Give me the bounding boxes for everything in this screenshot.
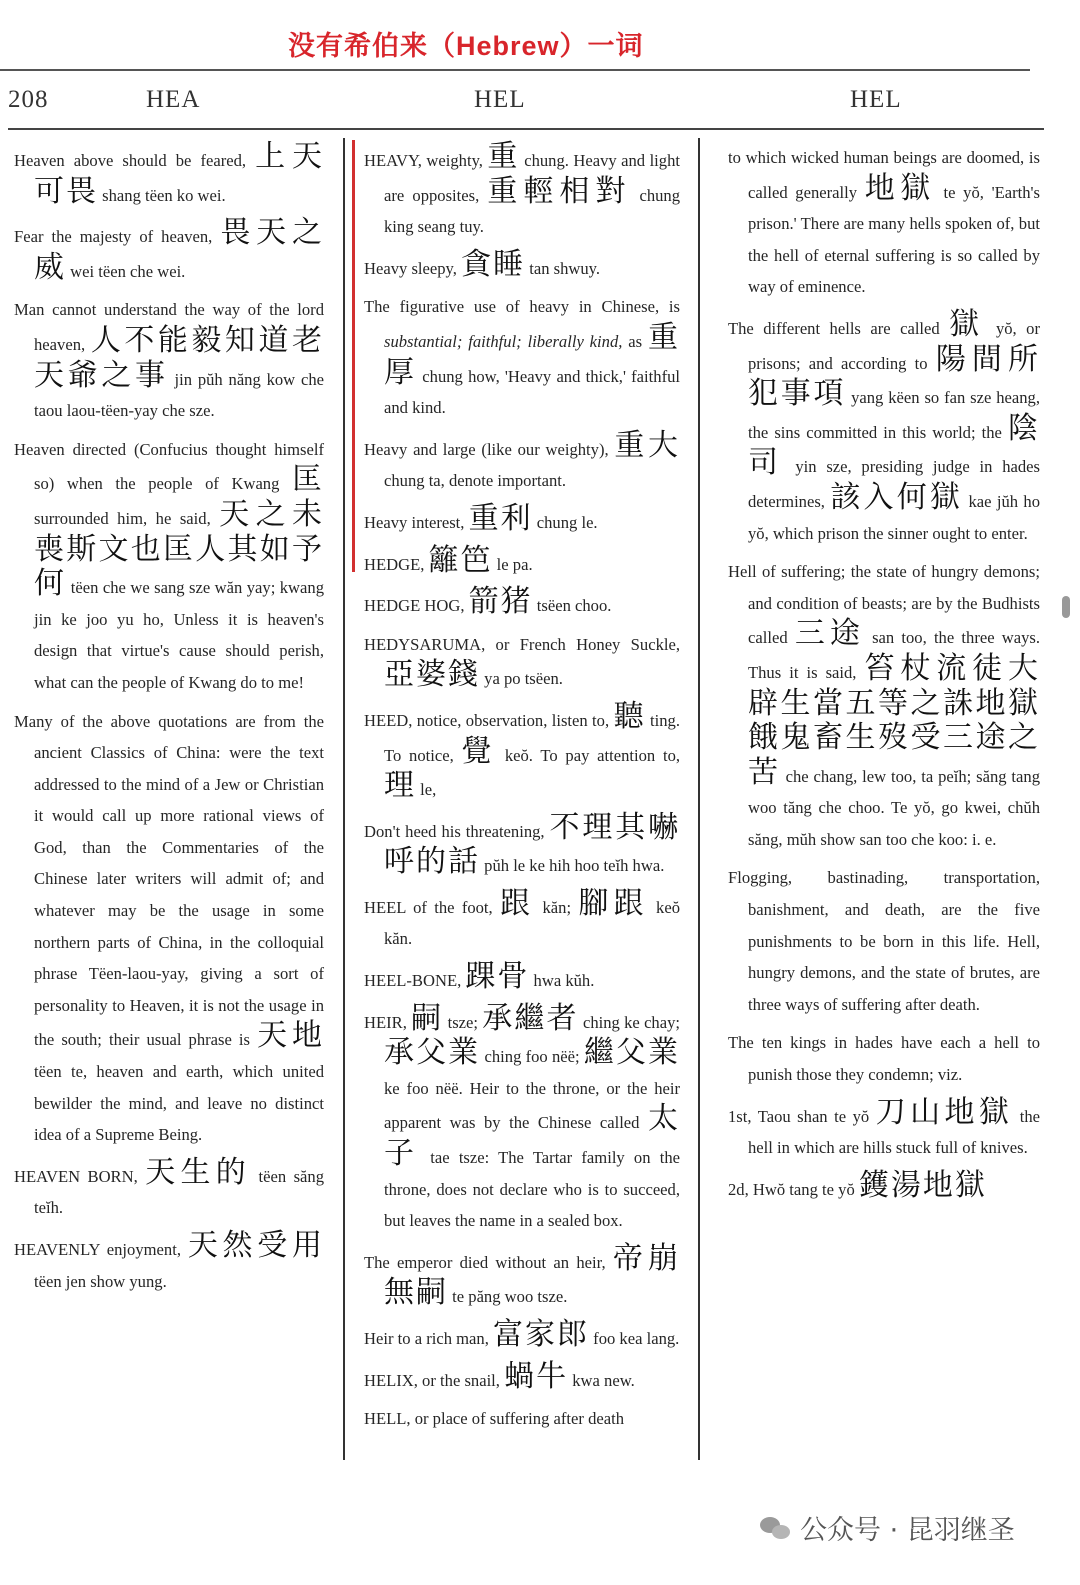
column-divider-right	[698, 138, 700, 1460]
dictionary-entry: 1st, Taou shan te yŏ 刀山地獄 the hell in which are hills stuck full of knives.	[728, 1094, 1041, 1158]
chinese-characters: 聽	[613, 698, 646, 734]
chinese-characters: 太子	[384, 1101, 680, 1172]
chinese-characters: 畏天之威	[34, 215, 325, 285]
chinese-characters: 跟	[500, 885, 536, 921]
italic-text: substantial; faithful; liberally kind,	[384, 331, 623, 351]
chinese-characters: 陰司	[748, 410, 1040, 481]
red-highlight-mark	[352, 140, 355, 572]
chinese-characters: 籬笆	[428, 542, 493, 578]
chinese-characters: 箭猪	[468, 584, 533, 620]
chinese-characters: 繼父業	[583, 1035, 681, 1071]
chinese-characters: 刀山地獄	[875, 1094, 1014, 1130]
chinese-characters: 獄	[949, 306, 987, 342]
running-head-center: HEL	[474, 86, 526, 113]
dictionary-entry: HELIX, or the snail, 蝸牛 kwa new.	[364, 1358, 635, 1394]
wechat-icon	[760, 1515, 792, 1541]
dictionary-entry: HEEL of the foot, 跟 kăn; 腳跟 keŏ kăn.	[364, 885, 681, 949]
top-rule	[0, 69, 1030, 71]
chinese-characters: 重	[487, 139, 520, 174]
chinese-characters: 不理其嚇呼的話	[384, 809, 681, 880]
dictionary-entry: HEDGE HOG, 箭猪 tsëen choo.	[364, 584, 612, 620]
running-head-right: HEL	[850, 86, 902, 113]
chinese-characters: 貪睡	[461, 246, 526, 282]
dictionary-entry: The figurative use of heavy in Chinese, is substantial; faithful; liberally kind, as 重厚 chung how, 'Heavy and thick,' faithful and kind.	[364, 297, 680, 418]
dictionary-entry: to which wicked human beings are doomed, is called generally 地獄 te yŏ, 'Earth's prison.' There are many hells spoken of, but the hell of eternal suffering is so called by way of eminence.	[728, 148, 1040, 297]
chinese-characters: 鑊湯地獄	[858, 1167, 987, 1203]
dictionary-entry: Flogging, bastinading, transportation, banishment, and death, are the five punishments to be born in this life. Hell, hungry demons, and the state of brutes, are three ways of suffering after death.	[728, 868, 1040, 1014]
dictionary-entry: Man cannot understand the way of the lord heaven, 人不能毅知道老天爺之事 jin pŭh năng kow che taou laou-tëen-yay che sze.	[14, 300, 325, 421]
dictionary-entry: HEIR, 嗣 tsze; 承繼者 ching ke chay; 承父業 ching foo nëë; 繼父業 ke foo nëë. Heir to the throne, or the heir apparent was by the Chinese called 太子 tae tsze: The Tartar family on the throne, does not declare who is to succeed, but leaves the name in a sealed box.	[364, 1000, 681, 1231]
dictionary-entry: Heavy interest, 重利 chung le.	[364, 500, 598, 536]
chinese-characters: 覺	[461, 733, 498, 769]
scroll-edge-marker	[1062, 596, 1070, 618]
column-left	[14, 139, 325, 1304]
chinese-characters: 天地	[257, 1018, 324, 1054]
chinese-characters: 蝸牛	[504, 1358, 569, 1394]
dictionary-entry: Heavy and large (like our weighty), 重大 chung ta, denote important.	[364, 427, 681, 491]
dictionary-entry: HEED, notice, observation, listen to, 聽 ting. To notice, 覺 keŏ. To pay attention to, 理 le,	[364, 698, 681, 804]
dictionary-entry: The ten kings in hades have each a hell to punish those they condemn; viz.	[728, 1033, 1040, 1085]
dictionary-entry: Heaven above should be feared, 上天可畏 shang tëen ko wei.	[14, 139, 325, 209]
chinese-characters: 承繼者	[482, 1000, 579, 1036]
chinese-characters: 重輕相對	[487, 173, 632, 209]
chinese-characters: 該入何獄	[830, 479, 964, 515]
chinese-characters: 匡	[292, 462, 324, 498]
dictionary-entry: Many of the above quotations are from the ancient Classics of China: were the text addressed to the mind of a Jew or Christian it would call up more rational views of God, than the Commentaries of the Chinese later writers will admit of; and whatever may be the usage in some northern parts of China, in the colloquial phrase Tëen-laou-yay, giving a sort of personality to Heaven, it is not the usage in the south; their usual phrase is 天地 tëen te, heaven and earth, which united bewilder the mind, and leave no distinct idea of a Supreme Being.	[14, 711, 324, 1145]
chinese-characters: 地獄	[864, 170, 936, 206]
dictionary-entry: HEAVY, weighty, 重 chung. Heavy and light are opposites, 重輕相對 chung king seang tuy.	[364, 139, 681, 237]
dictionary-entry: 2d, Hwŏ tang te yŏ 鑊湯地獄	[728, 1167, 987, 1203]
chinese-characters: 重利	[468, 500, 533, 536]
dictionary-entry: Don't heed his threatening, 不理其嚇呼的話 pŭh le ke hih hoo teĭh hwa.	[364, 809, 681, 880]
dictionary-entry: Fear the majesty of heaven, 畏天之威 wei tëen che wei.	[14, 215, 325, 285]
chinese-characters: 重大	[614, 427, 681, 463]
chinese-characters: 帝崩無嗣	[384, 1240, 680, 1311]
column-right	[728, 142, 1040, 1212]
chinese-characters: 理	[384, 768, 416, 804]
chinese-characters: 亞婆錢	[384, 657, 480, 693]
chinese-characters: 重厚	[384, 319, 680, 390]
chinese-characters: 踝骨	[465, 959, 530, 995]
chinese-characters: 三途	[794, 616, 865, 652]
column-center	[364, 139, 681, 1442]
watermark-text: 公众号 · 昆羽继圣	[800, 1515, 1015, 1546]
chinese-characters: 天之未喪斯文也匡人其如予何	[34, 496, 324, 602]
dictionary-entry: HELL, or place of suffering after death	[364, 1409, 625, 1429]
annotation-title: 没有希伯来（Hebrew）一词	[288, 31, 644, 61]
chinese-characters: 人不能毅知道老天爺之事	[34, 322, 324, 393]
chinese-characters: 嗣	[411, 1000, 444, 1036]
dictionary-entry: The emperor died without an heir, 帝崩無嗣 te păng woo tsze.	[364, 1240, 680, 1311]
dictionary-entry: Heavy sleepy, 貪睡 tan shwuy.	[364, 246, 601, 282]
chinese-characters: 笞杖流徒大辟生當五等之誅地獄餓鬼畜生歿受三途之苦	[748, 650, 1041, 790]
dictionary-entry: HEDYSARUMA, or French Honey Suckle, 亞婆錢 ya po tsëen.	[364, 634, 680, 693]
dictionary-entry: HEEL-BONE, 踝骨 hwa kŭh.	[364, 959, 595, 995]
page-number: 208	[8, 86, 49, 113]
dictionary-entry: HEAVEN BORN, 天生的 tëen săng teĭh.	[14, 1154, 325, 1218]
dictionary-entry: Heaven directed (Confucius thought himself so) when the people of Kwang 匡 surrounded him, he said, 天之未喪斯文也匡人其如予何 tëen che we sang sze wăn yay; kwang jin ke joo yu ho, Unless it is heaven's design that virtue's cause should perish, what can the people of Kwang do to me!	[14, 439, 325, 692]
header-rule	[8, 128, 1044, 130]
dictionary-entry: Heir to a rich man, 富家郎 foo kea lang.	[364, 1317, 680, 1352]
chinese-characters: 陽間所犯事項	[748, 341, 1040, 412]
dictionary-entry: Hell of suffering; the state of hungry demons; and condition of beasts; are by the Budhists called 三途 san too, the three ways. Thus it is said, 笞杖流徒大辟生當五等之誅地獄餓鬼畜生歿受三途之苦 che chang, lew too, ta peĭh; săng tang woo tăng che choo. Te yŏ, go kwei, chŭh săng, mŭh show san too che koo: i. e.	[728, 562, 1041, 849]
running-head-left: HEA	[146, 86, 201, 113]
chinese-characters: 腳跟	[578, 885, 649, 921]
chinese-characters: 天生的	[145, 1154, 252, 1190]
column-divider-left	[343, 138, 345, 1460]
chinese-characters: 承父業	[384, 1035, 481, 1071]
chinese-characters: 上天可畏	[34, 139, 325, 209]
dictionary-entry: The different hells are called 獄 yŏ, or prisons; and according to 陽間所犯事項 yang këen so fan sze heang, the sins committed in this world; the 陰司 yin sze, presiding judge in hades determines, 該入何獄 kae jŭh ho yŏ, which prison the sinner ought to enter.	[728, 306, 1041, 543]
chinese-characters: 富家郎	[493, 1317, 590, 1352]
watermark	[760, 1508, 1015, 1547]
dictionary-entry: HEAVENLY enjoyment, 天然受用 tëen jen show yung.	[14, 1228, 324, 1291]
dictionary-entry: HEDGE, 籬笆 le pa.	[364, 542, 533, 578]
chinese-characters: 天然受用	[187, 1228, 324, 1263]
